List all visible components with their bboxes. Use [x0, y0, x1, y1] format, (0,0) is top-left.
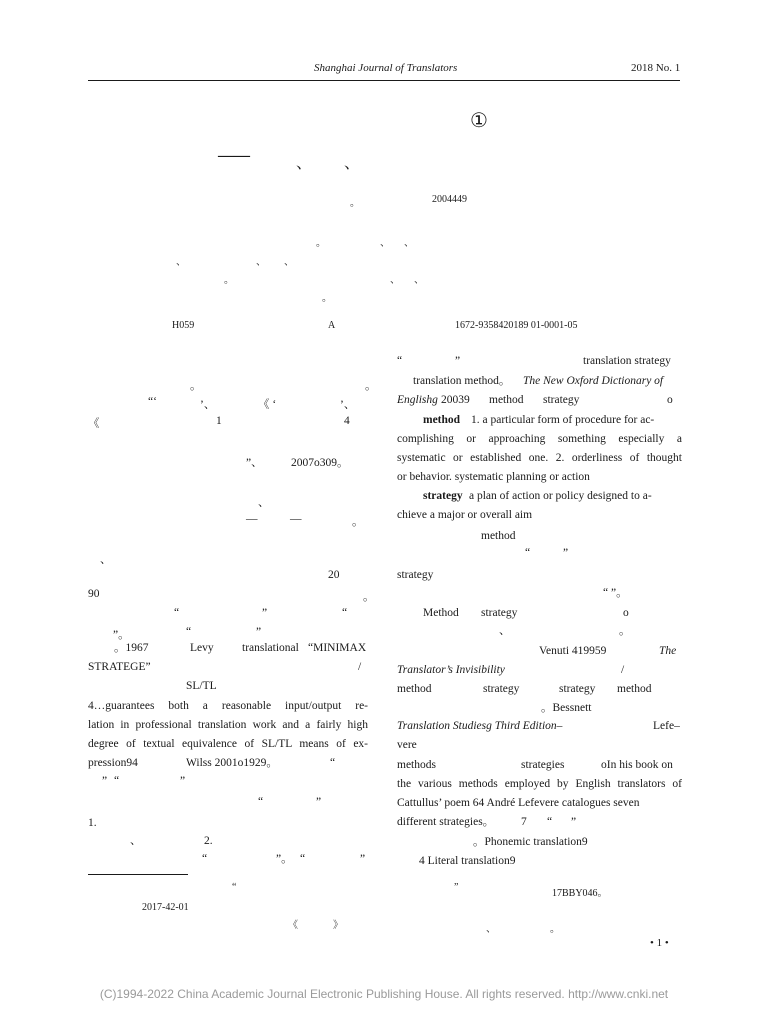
book-mark-open: 《	[288, 920, 298, 931]
left-mark-l3b: 1	[216, 415, 222, 427]
left-mark-l10c: “	[342, 607, 348, 619]
left-mark-l4a: ”、	[246, 457, 263, 469]
left-mark-l1b: 。	[365, 380, 377, 392]
left-mark-l6b: —	[290, 513, 302, 525]
method-definition-line-4: or behavior. systematic planning or action	[397, 471, 590, 483]
left-mark-l11a: ”。	[113, 629, 130, 641]
abstract-mark-7: 。	[224, 275, 234, 286]
fund-number: 17BBY046。	[552, 888, 608, 899]
abstract-mark-3: 、	[404, 238, 414, 249]
left-mark-l2c: 《 ‘	[258, 399, 277, 411]
author-dash: ——	[218, 147, 250, 164]
received-date: 2017-42-01	[142, 902, 189, 913]
abstract-mark-5: 、	[256, 257, 266, 268]
running-header-journal: Shanghai Journal of Translators	[314, 62, 458, 74]
left-mark-l6a: —	[246, 513, 258, 525]
left-mark-l5: 、	[258, 497, 270, 509]
left-mark-l9b: 。	[363, 591, 375, 603]
author-separator-2: 、	[344, 155, 361, 172]
copyright-footer: (C)1994-2022 China Academic Journal Electronic Publishing House. All rights reserved. http://www.cnki.net	[99, 987, 669, 1001]
list-number-1: 1.	[88, 817, 97, 829]
article-number: 1672-9358420189 01-0001-05	[455, 320, 578, 331]
method-definition-line-2: complishing or approaching something especially a	[397, 433, 682, 445]
abstract-mark-8: 、	[390, 275, 400, 286]
footnote-close-quote: ”	[454, 882, 459, 893]
running-header-issue: 2018 No. 1	[631, 62, 681, 74]
postcode: 2004449	[432, 194, 467, 205]
left-mark-l11b: “	[186, 626, 192, 638]
left-mark-l10b: ”	[262, 607, 268, 619]
term-strategy: strategy	[423, 490, 463, 502]
strategy-definition-line-2: chieve a major or overall aim	[397, 509, 533, 521]
lefevere-quote-line-2: Cattullus’ poem 64 André Lefevere catalogues seven	[397, 797, 640, 809]
right-vere-line: vere	[397, 739, 417, 751]
author-separator-1: 、	[296, 155, 313, 172]
left-mark-l2b: ’、	[200, 399, 216, 411]
left-mark-l11c: ”	[256, 626, 262, 638]
title-footnote-mark: ①	[470, 110, 488, 132]
left-mark-l6c: 。	[352, 516, 364, 528]
footnote-rule	[88, 874, 188, 875]
left-mark-l3c: 4	[344, 415, 350, 427]
right-strategy-word: strategy	[397, 569, 434, 581]
header-rule	[88, 80, 680, 81]
left-mark-l3a: 《	[88, 418, 100, 430]
document-code: A	[328, 320, 336, 331]
abstract-mark-4: 、	[176, 257, 186, 268]
left-mark-l10a: “	[174, 607, 180, 619]
abstract-mark-9: 、	[414, 275, 424, 286]
classification-number: H059	[172, 320, 195, 331]
abstract-mark-1: 。	[316, 238, 326, 249]
abstract-mark-2: 、	[380, 238, 390, 249]
left-mark-l7: 、	[100, 554, 112, 566]
quote-line-3: degree of textual equivalence of SL/TL means of ex-	[88, 738, 368, 750]
page-number: • 1 •	[650, 937, 669, 949]
left-mark-l1: 。	[190, 380, 202, 392]
left-mark-l9a: 90	[88, 588, 100, 600]
affiliation-mark: 。	[350, 198, 360, 209]
footnote-open-quote: “	[232, 882, 237, 893]
lefevere-quote-line-1: the various methods employed by English translators of	[397, 778, 682, 790]
left-mark-l8: 20	[328, 569, 340, 581]
method-definition-line-3: systematic or established one. 2. orderliness of thought	[397, 452, 682, 464]
term-method: method	[423, 414, 461, 426]
abstract-mark-10: 。	[322, 293, 332, 304]
left-mark-l2d: ’、	[340, 399, 356, 411]
book-mark-close: 》	[333, 920, 343, 931]
abstract-mark-6: 、	[284, 257, 294, 268]
left-mark-l4b: 2007o309。	[291, 457, 349, 469]
left-mark-l2a: “‘	[148, 396, 157, 408]
quote-line-2: lation in professional translation work and a fairly high	[88, 719, 368, 731]
footnote-tail-mark-2: 。	[550, 924, 560, 935]
footnote-tail-mark-1: 、	[486, 924, 496, 935]
quote-line-1: 4…guarantees both a reasonable input/output re-	[88, 700, 368, 712]
